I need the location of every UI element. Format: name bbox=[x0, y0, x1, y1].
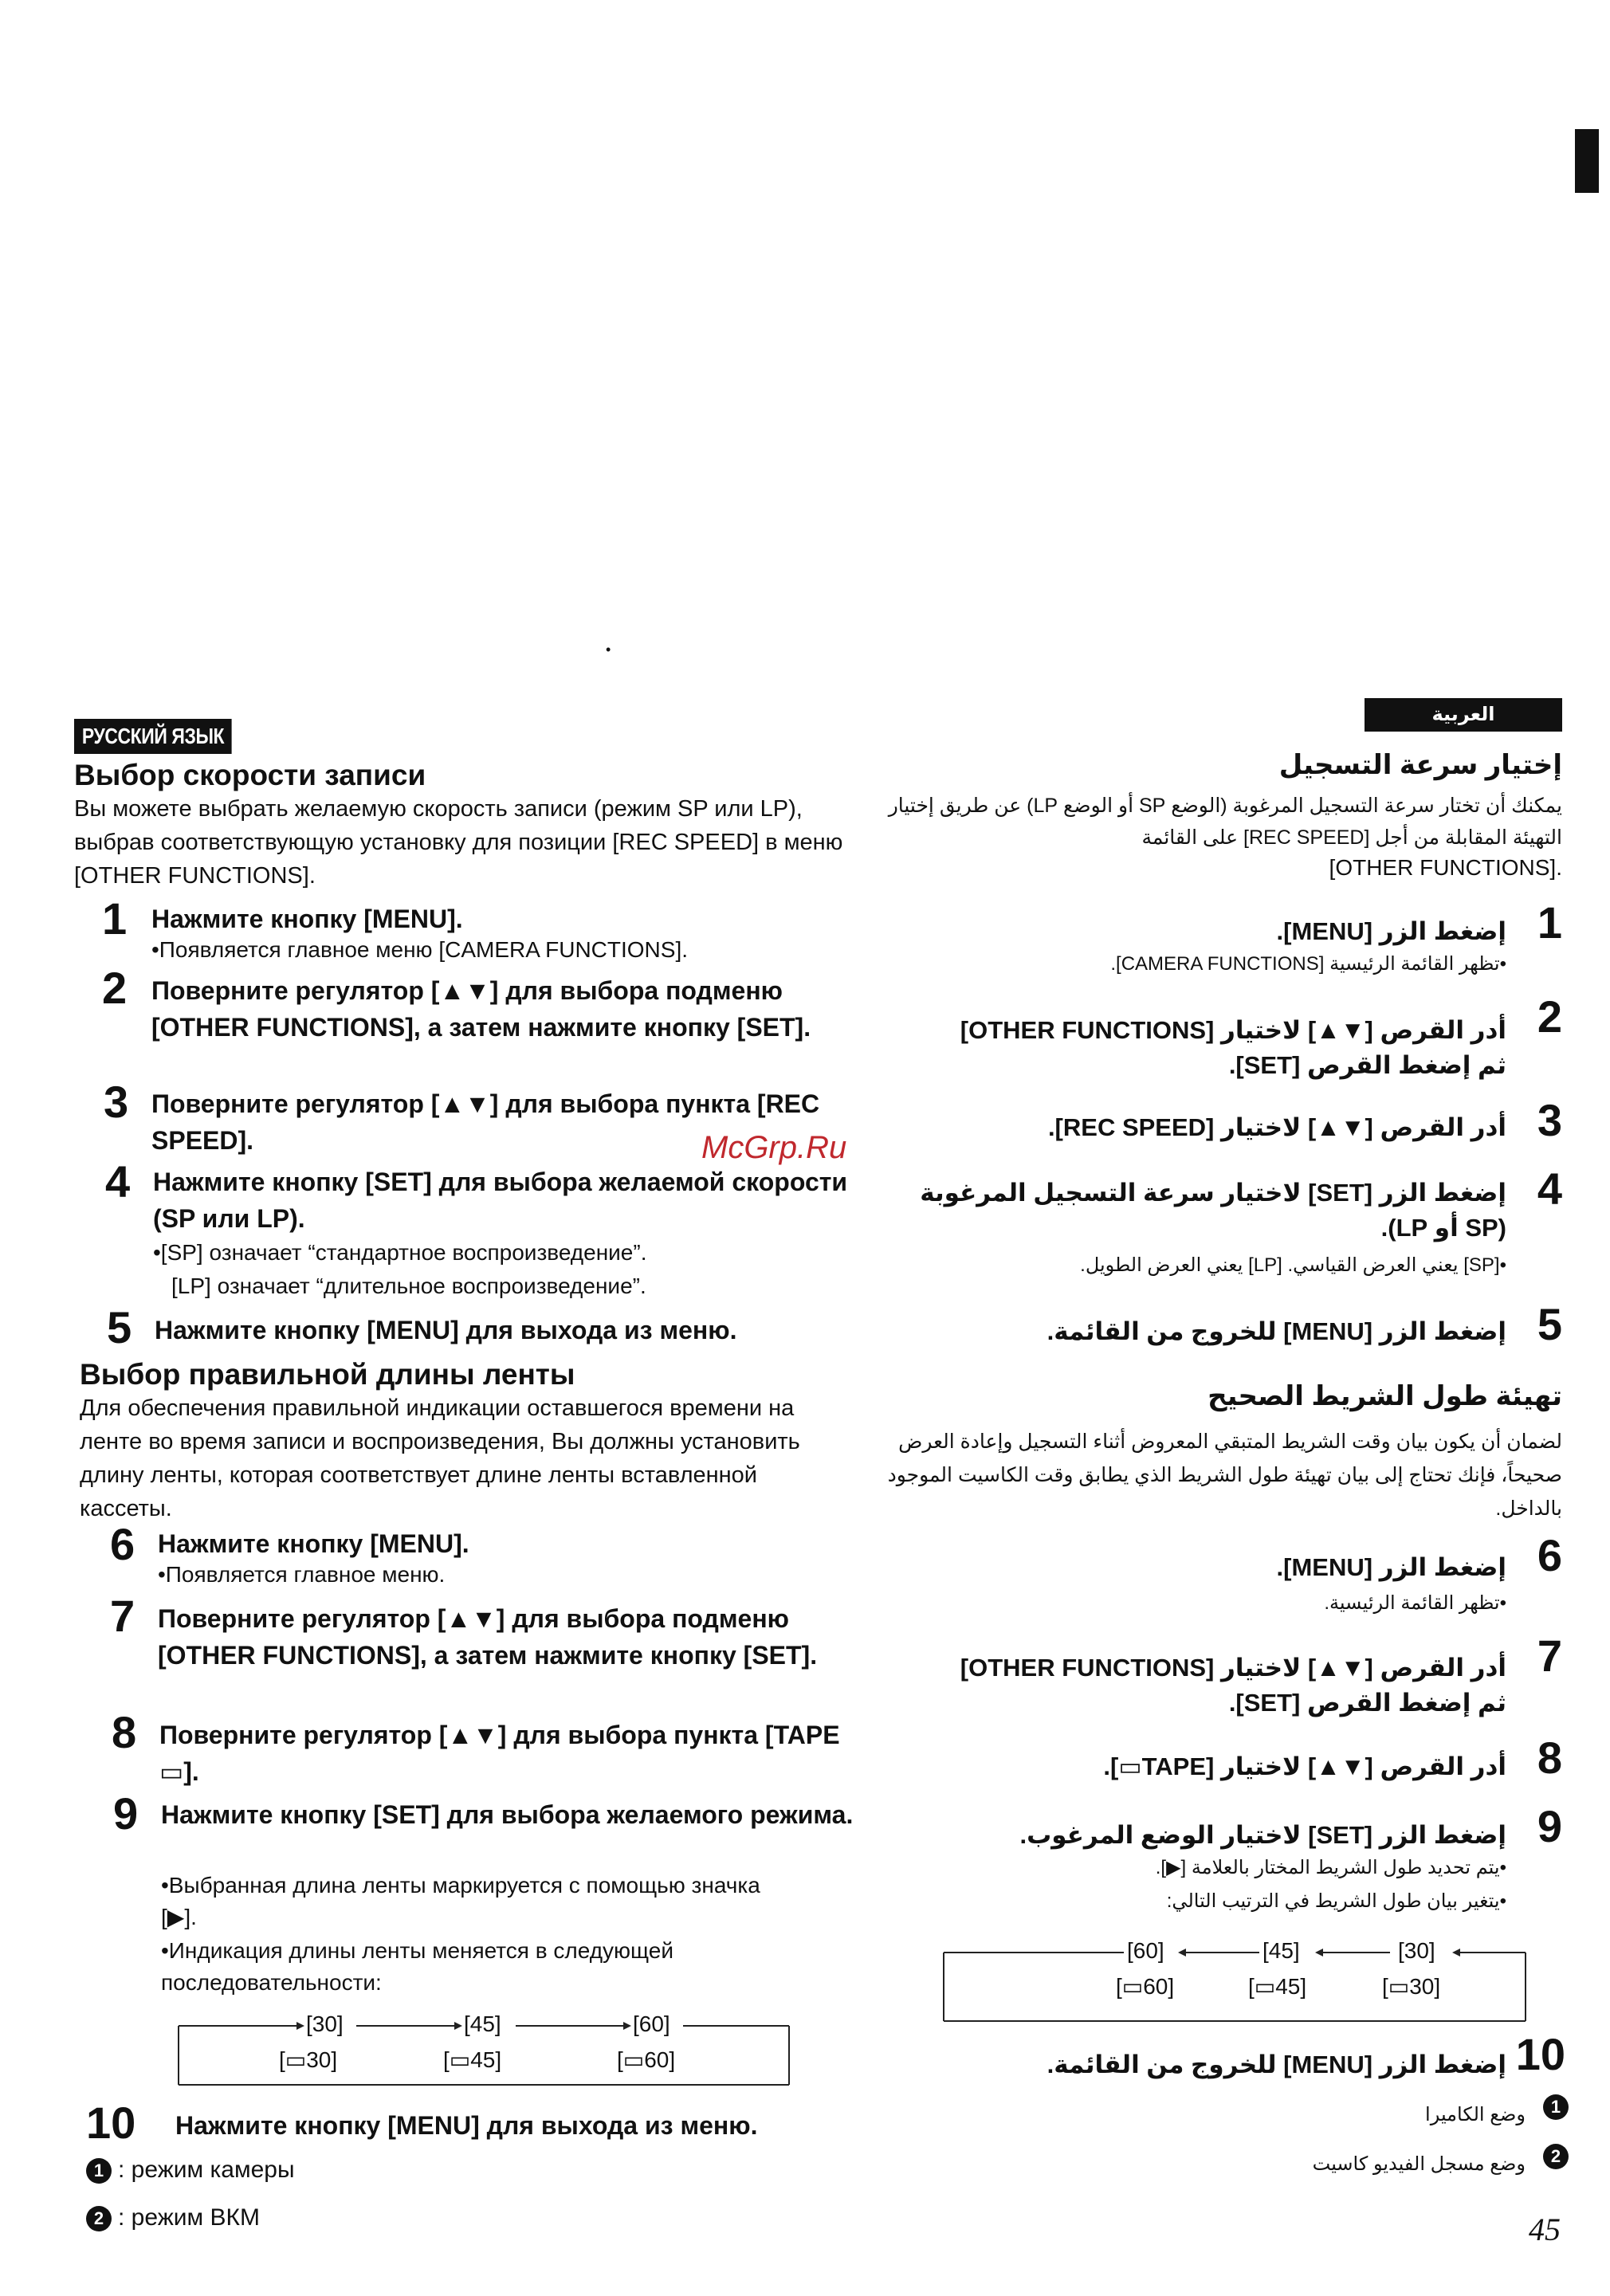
step-number: 3 bbox=[104, 1077, 129, 1127]
step-number: 4 bbox=[105, 1156, 131, 1207]
legend-mark: 1 bbox=[86, 2158, 112, 2184]
legend-vcr-mode bbox=[86, 2204, 260, 2231]
step-text: Поверните регулятор [▲▼] для выбора пункта [REC SPEED]. bbox=[151, 1089, 820, 1155]
seq-label: [45] bbox=[1262, 1938, 1300, 1963]
intro-line: يمكنك أن تختار سرعة التسجيل المرغوبة (الوضع SP أو الوضع LP) عن طريق إختيار bbox=[888, 795, 1562, 817]
step-text: ثم إضغط القرص [SET]. bbox=[1228, 1051, 1506, 1079]
intro-rec-speed: Вы можете выбрать желаемую скорость записи (режим SP или LP), выбрав соответствующую установку для позиции [REC SPEED] в меню [OTHER FUNCTIONS]. bbox=[74, 796, 843, 889]
step-text: Нажмите кнопку [MENU]. bbox=[158, 1529, 469, 1558]
step-number: 4 bbox=[1537, 1164, 1562, 1214]
step-text: إضغط الزر [SET] لاختيار الوضع المرغوب. bbox=[1019, 1821, 1506, 1849]
step-text: Нажмите кнопку [MENU]. bbox=[151, 905, 463, 933]
seq-label: [30] bbox=[306, 2011, 344, 2036]
step-number: 7 bbox=[1537, 1631, 1562, 1681]
step-text: Поверните регулятор [▲▼] для выбора подменю [OTHER FUNCTIONS], а затем нажмите кнопку [SET]. bbox=[158, 1604, 818, 1670]
section-title-rec-speed-ar: إختيار سرعة التسجيل bbox=[1278, 750, 1562, 780]
legend-camera-mode bbox=[86, 2157, 295, 2184]
seq-label: [▭60] bbox=[617, 2047, 676, 2072]
step-number: 6 bbox=[1537, 1530, 1562, 1580]
step-number: 5 bbox=[107, 1302, 132, 1352]
intro-line: لضمان أن يكون بيان وقت الشريط المتبقي المعروض أثناء التسجيل وإعادة العرض bbox=[898, 1431, 1562, 1453]
step-note: •Появляется главное меню [CAMERA FUNCTIONS]. bbox=[151, 937, 689, 962]
seq-label: [▭45] bbox=[443, 2047, 502, 2072]
step-text: Поверните регулятор [▲▼] для выбора пункта [TAPE ▭]. bbox=[159, 1721, 840, 1786]
legend-mark: 2 bbox=[1543, 2144, 1569, 2169]
step-text: Поверните регулятор [▲▼] для выбора подменю [OTHER FUNCTIONS], а затем нажмите кнопку [SET]. bbox=[151, 976, 811, 1042]
step-number: 3 bbox=[1537, 1095, 1562, 1145]
step-note: •يتم تحديد طول الشريط المختار بالعلامة [▶]. bbox=[1155, 1857, 1506, 1878]
legend-text: وضع مسجل الفيديو كاسيت bbox=[1312, 2153, 1526, 2175]
step-note: •تظهر القائمة الرئيسية [CAMERA FUNCTIONS]. bbox=[1110, 953, 1506, 975]
section-title-rec-speed: Выбор скорости записи bbox=[74, 759, 426, 791]
step-text: أدر القرص [▼▲] لاختيار [OTHER FUNCTIONS] bbox=[960, 1654, 1506, 1682]
intro-line: صحيحاً، فإنك تحتاج إلى بيان تهيئة طول الشريط الذي يطابق وقت الكاسيت الموجود bbox=[887, 1464, 1562, 1486]
step-number: 2 bbox=[1537, 991, 1562, 1042]
step-number: 1 bbox=[102, 893, 128, 944]
step-number: 7 bbox=[110, 1591, 135, 1641]
step-text: أدر القرص [▼▲] لاختيار [TAPE▭]. bbox=[1103, 1752, 1506, 1780]
intro-line: [OTHER FUNCTIONS]. bbox=[1329, 855, 1562, 880]
legend-mark bbox=[1543, 2094, 1569, 2120]
step-text: أدر القرص [▼▲] لاختيار [OTHER FUNCTIONS] bbox=[960, 1016, 1506, 1044]
step-text: Нажмите кнопку [SET] для выбора желаемой скорости (SP или LP). bbox=[153, 1168, 848, 1233]
seq-label: [45] bbox=[464, 2011, 501, 2036]
step-number: 8 bbox=[1537, 1733, 1562, 1783]
seq-label: [▭60] bbox=[1116, 1974, 1175, 1999]
language-badge-russian: РУССКИЙ ЯЗЫК bbox=[74, 719, 232, 754]
step-text: إضغط الزر [MENU] للخروج من القائمة. bbox=[1046, 2051, 1506, 2078]
step-text: إضغط الزر [MENU]. bbox=[1276, 917, 1506, 945]
intro-line: بالداخل. bbox=[1495, 1497, 1562, 1520]
step-text: Нажмите кнопку [MENU] для выхода из меню. bbox=[155, 1316, 737, 1344]
step-note: •يتغير بيان طول الشريط في الترتيب التالي: bbox=[1166, 1890, 1506, 1912]
intro-line: التهيئة المقابلة من أجل [REC SPEED] على القائمة bbox=[1141, 826, 1562, 849]
seq-label: [60] bbox=[1127, 1938, 1164, 1963]
seq-label: [▭30] bbox=[1382, 1974, 1441, 1999]
intro-tape-length: Для обеспечения правильной индикации оставшегося времени на ленте во время записи и воспроизведения, Вы должны установить длину ленты, которая соответствует длине ленты вставленной кассеты. bbox=[80, 1395, 800, 1521]
step-number: 6 bbox=[110, 1519, 135, 1569]
step-note: •[SP] يعني العرض القياسي. [LP] يعني العرض الطويل. bbox=[1080, 1254, 1506, 1276]
step-note: [LP] означает “длительное воспроизведение”. bbox=[171, 1274, 646, 1298]
legend-mark: 1 bbox=[1543, 2094, 1569, 2120]
section-title-tape-length-ar: تهيئة طول الشريط الصحيح bbox=[1208, 1381, 1562, 1411]
step-number: 5 bbox=[1537, 1299, 1562, 1349]
legend-mark bbox=[1543, 2144, 1569, 2169]
watermark: McGrp.Ru bbox=[701, 1130, 847, 1165]
step-note: •Выбранная длина ленты маркируется с помощью значка [▶]. bbox=[161, 1873, 760, 1929]
step-text: إضغط الزر [MENU] للخروج من القائمة. bbox=[1046, 1317, 1506, 1345]
step-number: 8 bbox=[112, 1707, 137, 1757]
tape-length-sequence-ar bbox=[942, 1935, 1527, 2023]
seq-label: [▭30] bbox=[279, 2047, 338, 2072]
step-text: (SP أو LP). bbox=[1380, 1214, 1506, 1242]
legend-text: وضع الكاميرا bbox=[1425, 2104, 1526, 2125]
tape-length-sequence-ru bbox=[177, 2008, 791, 2088]
legend-text: : режим камеры bbox=[118, 2157, 295, 2183]
step-note: •Появляется главное меню. bbox=[158, 1562, 446, 1587]
step-number: 9 bbox=[1537, 1801, 1562, 1851]
step-number: 1 bbox=[1537, 897, 1562, 948]
page-number: 45 bbox=[1529, 2212, 1561, 2247]
step-note: •[SP] означает “стандартное воспроизведение”. bbox=[153, 1240, 647, 1265]
step-number: 9 bbox=[113, 1788, 139, 1839]
step-number: 10 bbox=[86, 2098, 136, 2148]
step-number: 10 bbox=[1515, 2029, 1565, 2079]
section-tab-marker bbox=[1575, 129, 1599, 193]
step-note: •Индикация длины ленты меняется в следующей последовательности: bbox=[161, 1938, 673, 1995]
section-title-tape-length: Выбор правильной длины ленты bbox=[80, 1358, 575, 1391]
stray-mark: • bbox=[606, 642, 611, 657]
step-text: Нажмите кнопку [SET] для выбора желаемого режима. bbox=[161, 1800, 854, 1829]
step-text: إضغط الزر [MENU]. bbox=[1276, 1553, 1506, 1581]
step-text: ثم إضغط القرص [SET]. bbox=[1228, 1689, 1506, 1717]
step-text: أدر القرص [▼▲] لاختيار [REC SPEED]. bbox=[1047, 1113, 1506, 1141]
seq-label: [▭45] bbox=[1248, 1974, 1307, 1999]
legend-text: : режим ВКМ bbox=[118, 2204, 260, 2231]
language-badge-arabic: العربية bbox=[1365, 698, 1562, 732]
step-note: •تظهر القائمة الرئيسية. bbox=[1324, 1592, 1506, 1614]
seq-label: [60] bbox=[633, 2011, 670, 2036]
step-number: 2 bbox=[102, 963, 128, 1013]
step-text: إضغط الزر [SET] لاختيار سرعة التسجيل المرغوبة bbox=[920, 1179, 1506, 1207]
seq-label: [30] bbox=[1398, 1938, 1435, 1963]
step-text: Нажмите кнопку [MENU] для выхода из меню. bbox=[175, 2111, 758, 2140]
legend-mark: 2 bbox=[86, 2206, 112, 2231]
